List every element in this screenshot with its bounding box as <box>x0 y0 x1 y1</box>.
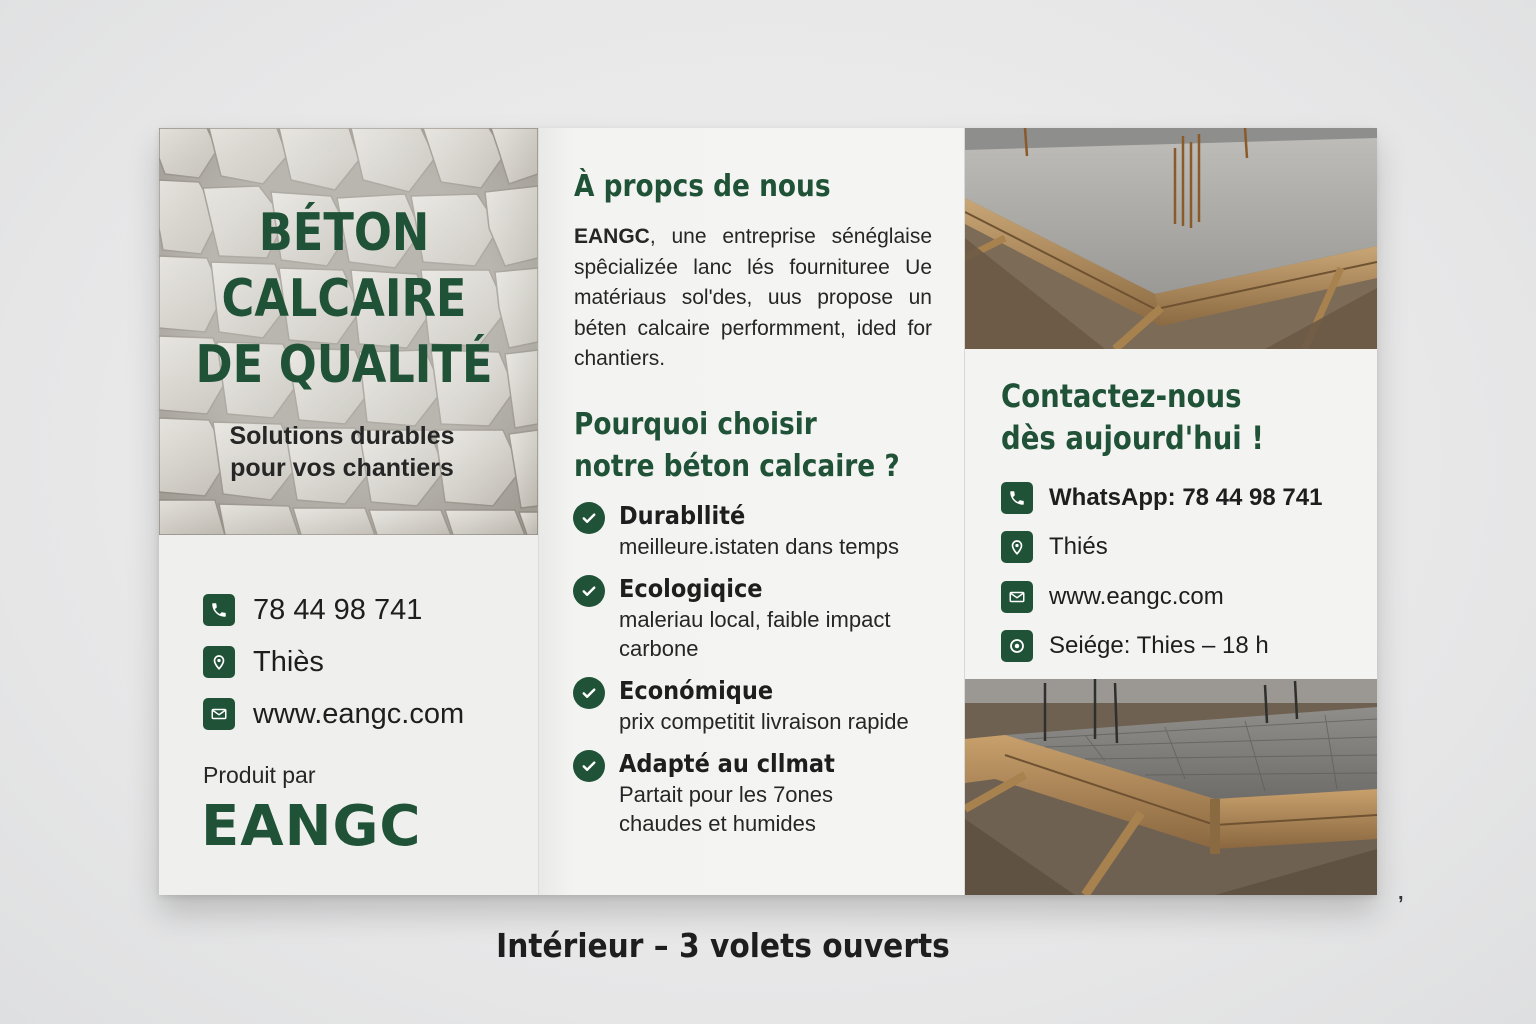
concrete-formwork-photo-top <box>965 128 1377 349</box>
contact-text: www.eangc.com <box>1049 582 1224 610</box>
why-heading-line: Pourquoi choisir <box>574 407 817 442</box>
benefit-title: Durabllité <box>619 501 746 530</box>
about-heading: À propcs de nous <box>574 169 831 204</box>
target-icon <box>1001 630 1033 662</box>
contact-heading-line: Contactez-nous <box>1001 377 1242 415</box>
hero-title-line: BÉTON <box>258 203 430 263</box>
hero-title <box>185 200 503 398</box>
contact-text: Thiès <box>253 645 324 678</box>
contact-website <box>1001 572 1322 622</box>
benefit-title: Ecologiqice <box>619 574 763 603</box>
benefit-desc: maleriau local, faible impact carbone <box>619 607 891 661</box>
contact-phone <box>203 584 464 636</box>
contact-heading <box>1001 375 1264 459</box>
contact-text: www.eangc.com <box>253 697 465 730</box>
middle-panel <box>538 128 965 895</box>
produced-by-label: Produit par <box>203 762 316 788</box>
contact-headquarters <box>1001 622 1322 672</box>
caption: Intérieur – 3 volets ouverts <box>496 926 950 965</box>
brand-name: EANGC <box>201 794 422 859</box>
hero-title-line: CALCAIRE <box>221 269 467 329</box>
left-panel <box>159 128 538 895</box>
hero-title-line: DE QUALITÉ <box>195 335 493 395</box>
hero-subtitle-line: pour vos chantiers <box>230 454 454 482</box>
about-text: , une entreprise sénéglaise spêcializée lanc lés fournituree Ue matériaus sol'des, uus propose un béten calcaire performment, ided for chantiers. <box>574 225 932 370</box>
location-pin-icon <box>1001 531 1033 563</box>
phone-icon <box>203 594 235 626</box>
about-paragraph <box>574 222 932 375</box>
benefit-item <box>573 573 939 663</box>
right-panel <box>964 128 1377 895</box>
phone-icon <box>1001 482 1033 514</box>
envelope-icon <box>203 698 235 730</box>
hero-subtitle <box>159 420 525 484</box>
location-pin-icon <box>203 646 235 678</box>
right-contact-list <box>1001 473 1322 671</box>
benefit-item <box>573 500 939 561</box>
contact-location <box>1001 523 1322 573</box>
benefits-list <box>573 500 939 850</box>
contact-location <box>203 636 464 688</box>
check-icon <box>573 502 605 534</box>
contact-text: Seiége: Thies – 18 h <box>1049 632 1269 660</box>
contact-text: 78 44 98 741 <box>253 593 423 626</box>
contact-card <box>965 349 1377 679</box>
check-icon <box>573 677 605 709</box>
why-heading-line: notre béton calcaire ? <box>574 449 900 484</box>
benefit-item <box>573 675 939 736</box>
benefit-title: Adapté au cllmat <box>619 749 835 778</box>
envelope-icon <box>1001 581 1033 613</box>
contact-website <box>203 688 464 740</box>
contact-whatsapp <box>1001 473 1322 523</box>
benefit-desc: prix competitit livraison rapide <box>619 709 909 734</box>
benefit-desc: meilleure.istaten dans temps <box>619 534 900 559</box>
contact-heading-line: dès aujourd'hui ! <box>1001 419 1264 457</box>
benefit-desc: Partait pour les 7ones chaudes et humides <box>619 782 834 836</box>
hero-subtitle-line: Solutions durables <box>229 422 455 450</box>
check-icon <box>573 575 605 607</box>
why-heading <box>574 404 900 488</box>
check-icon <box>573 750 605 782</box>
brochure-spread <box>159 128 1376 895</box>
about-brand: EANGC <box>574 225 650 248</box>
left-contact-list <box>203 584 464 740</box>
contact-text: Thiés <box>1049 533 1108 561</box>
contact-text: WhatsApp: 78 44 98 741 <box>1049 483 1323 511</box>
benefit-title: Económique <box>619 676 774 705</box>
benefit-item <box>573 748 939 838</box>
stray-mark: , <box>1398 882 1404 904</box>
concrete-formwork-photo-bottom <box>965 679 1377 895</box>
